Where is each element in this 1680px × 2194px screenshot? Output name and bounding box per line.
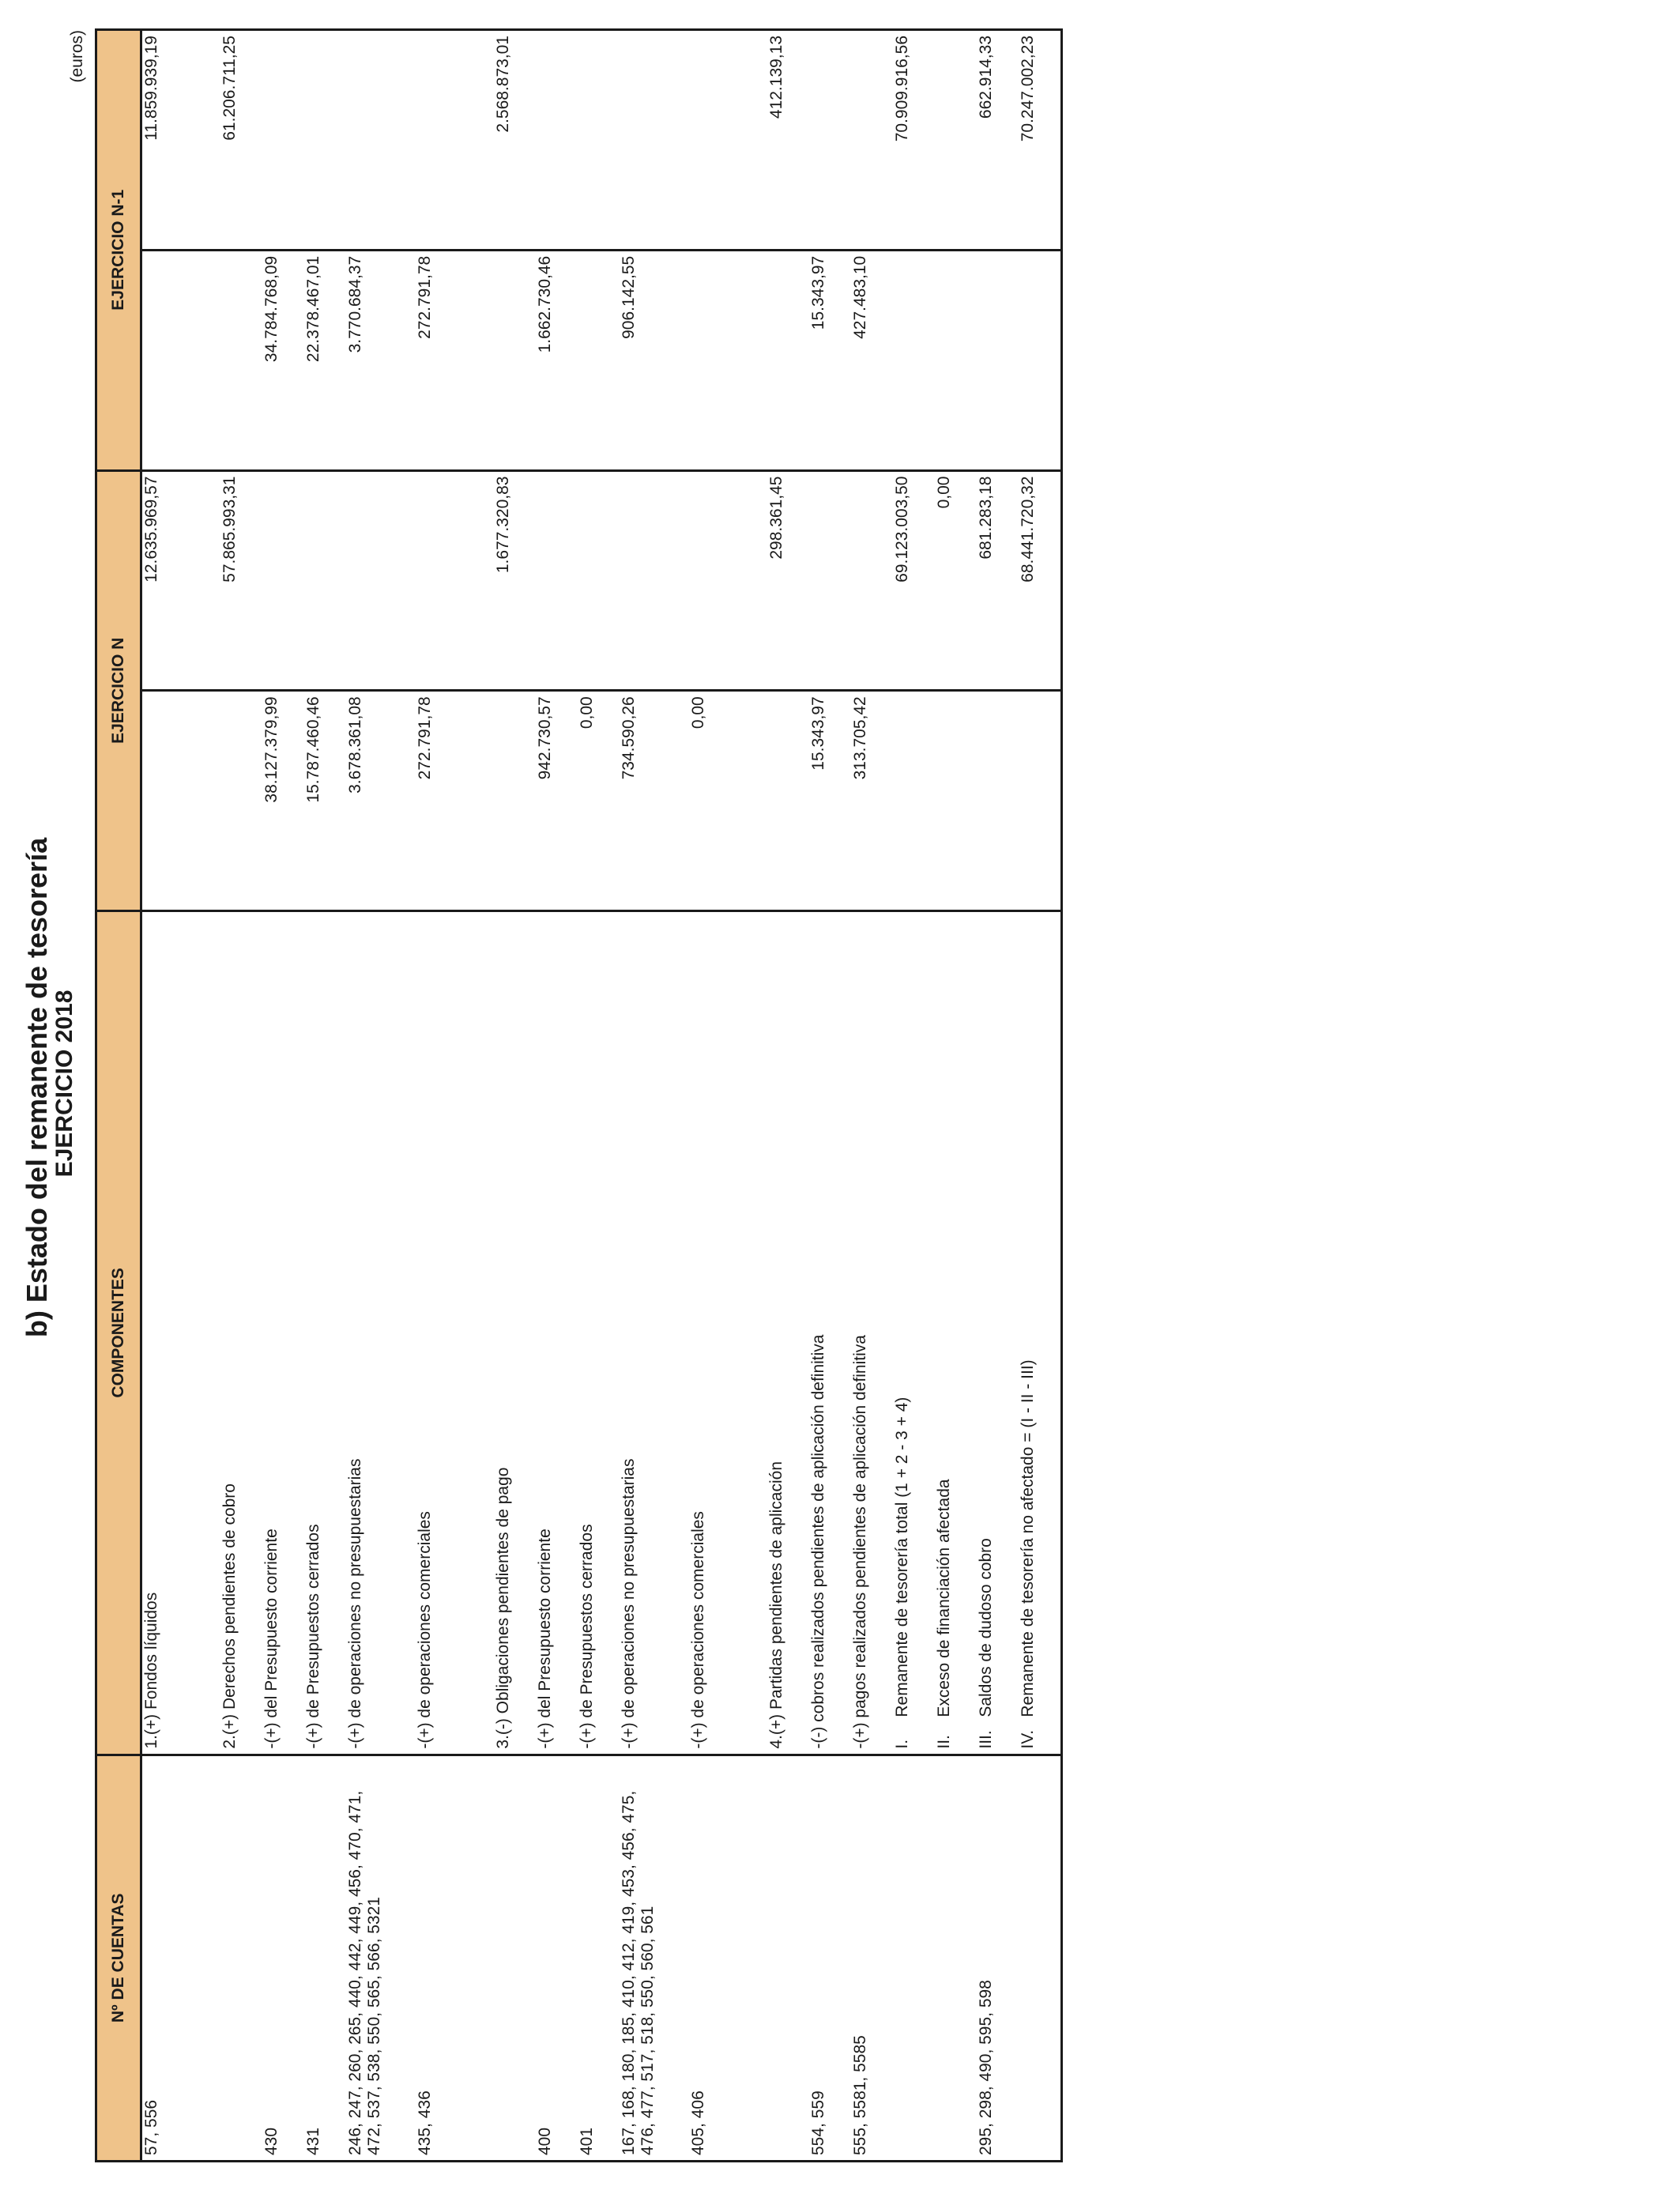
cell-ejercicio-n1-detalle (767, 250, 809, 470)
cell-componente: -(+) pagos realizados pendientes de aplicación definitiva (851, 911, 893, 1755)
spacer-cell (184, 250, 220, 470)
cell-ejercicio-n1-detalle: 15.343,97 (809, 250, 851, 470)
table-row (416, 30, 458, 2162)
cell-cuentas: 400 (536, 1755, 578, 2161)
spacer-cell (458, 1755, 494, 2161)
cell-ejercicio-n1-detalle: 22.378.467,01 (304, 250, 346, 470)
cell-ejercicio-n1-detalle (578, 250, 620, 470)
table-row (494, 30, 536, 2162)
cell-ejercicio-n1-total (346, 30, 416, 251)
cell-cuentas: 246, 247, 260, 265, 440, 442, 449, 456, 470, 471, 472, 537, 538, 550, 565, 566, 5321 (346, 1755, 416, 2161)
cell-ejercicio-n-detalle (935, 691, 977, 911)
cell-ejercicio-n-total (851, 470, 893, 691)
cell-componente: 2.(+) Derechos pendientes de cobro (220, 911, 262, 1755)
spacer-cell (731, 691, 767, 911)
cell-ejercicio-n-total (809, 470, 851, 691)
spacer-cell (731, 1755, 767, 2161)
cell-componente: -(-) cobros realizados pendientes de aplicación definitiva (809, 911, 851, 1755)
cell-cuentas: 435, 436 (416, 1755, 458, 2161)
cell-ejercicio-n1-detalle (689, 250, 731, 470)
cell-ejercicio-n1-detalle (935, 250, 977, 470)
spacer-cell (184, 30, 220, 251)
cell-ejercicio-n1-total: 70.247.002,23 (1019, 30, 1062, 251)
header-ejercicio-n: EJERCICIO N (96, 470, 141, 910)
spacer-cell (458, 691, 494, 911)
cell-ejercicio-n-detalle: 942.730,57 (536, 691, 578, 911)
cell-ejercicio-n1-detalle (1019, 250, 1062, 470)
header-row (96, 30, 141, 2162)
cell-componente: -(+) de Presupuestos cerrados (578, 911, 620, 1755)
cell-ejercicio-n-detalle (977, 691, 1019, 911)
cell-ejercicio-n-detalle: 15.787.460,46 (304, 691, 346, 911)
cell-ejercicio-n-total (689, 470, 731, 691)
cell-cuentas: 295, 298, 490, 595, 598 (977, 1755, 1019, 2161)
spacer-cell (731, 30, 767, 251)
cell-ejercicio-n1-detalle (220, 250, 262, 470)
cell-ejercicio-n-detalle (220, 691, 262, 911)
roman-numeral: II. (935, 1735, 953, 1749)
spacer-cell (184, 691, 220, 911)
table-row (689, 30, 731, 2162)
cell-ejercicio-n-total: 1.677.320,83 (494, 470, 536, 691)
cell-ejercicio-n1-total: 2.568.873,01 (494, 30, 536, 251)
spacer-row (184, 30, 220, 2162)
cell-cuentas (935, 1755, 977, 2161)
cell-ejercicio-n1-total: 412.139,13 (767, 30, 809, 251)
cell-componente: -(+) de Presupuestos cerrados (304, 911, 346, 1755)
cell-ejercicio-n-detalle (494, 691, 536, 911)
cell-ejercicio-n-total: 681.283,18 (977, 470, 1019, 691)
cell-componente: 3.(-) Obligaciones pendientes de pago (494, 911, 536, 1755)
table-row (578, 30, 620, 2162)
cell-ejercicio-n-total: 57.865.993,31 (220, 470, 262, 691)
page-title: b) Estado del remanente de tesorería (21, 837, 53, 1338)
table-row (893, 30, 935, 2162)
cell-cuentas: 555, 5581, 5585 (851, 1755, 893, 2161)
cell-ejercicio-n-total (304, 470, 346, 691)
spacer-cell (184, 911, 220, 1755)
cell-cuentas: 431 (304, 1755, 346, 2161)
cell-ejercicio-n-total: 69.123.003,50 (893, 470, 935, 691)
cell-componente: 1.(+) Fondos líquidos (141, 911, 185, 1755)
cell-ejercicio-n1-detalle: 272.791,78 (416, 250, 458, 470)
cell-ejercicio-n-detalle: 15.343,97 (809, 691, 851, 911)
table-row (977, 30, 1019, 2162)
cell-cuentas (220, 1755, 262, 2161)
cell-ejercicio-n1-total (689, 30, 731, 251)
spacer-cell (184, 1755, 220, 2161)
cell-ejercicio-n1-total (262, 30, 304, 251)
table-row (1019, 30, 1062, 2162)
cell-cuentas (893, 1755, 935, 2161)
table-row (851, 30, 893, 2162)
cell-ejercicio-n-detalle: 313.705,42 (851, 691, 893, 911)
cell-ejercicio-n-detalle: 734.590,26 (620, 691, 689, 911)
cell-ejercicio-n-detalle (141, 691, 185, 911)
cell-componente: -(+) de operaciones comerciales (416, 911, 458, 1755)
cell-cuentas: 167, 168, 180, 185, 410, 412, 419, 453, 456, 475, 476, 477, 517, 518, 550, 560, 561 (620, 1755, 689, 2161)
componente-label: Exceso de financiación afectada (935, 1479, 953, 1717)
header-cuentas: Nº DE CUENTAS (96, 1755, 141, 2161)
spacer-cell (458, 250, 494, 470)
spacer-row (458, 30, 494, 2162)
cell-ejercicio-n1-detalle: 34.784.768,09 (262, 250, 304, 470)
table-row (262, 30, 304, 2162)
cell-ejercicio-n-total (620, 470, 689, 691)
table-row (141, 30, 185, 2162)
cell-ejercicio-n-detalle: 0,00 (578, 691, 620, 911)
cell-ejercicio-n-total: 0,00 (935, 470, 977, 691)
table-row (809, 30, 851, 2162)
spacer-cell (184, 470, 220, 691)
cell-ejercicio-n1-total (304, 30, 346, 251)
cell-ejercicio-n1-detalle (494, 250, 536, 470)
table-row (220, 30, 262, 2162)
table-row (346, 30, 416, 2162)
cell-ejercicio-n1-detalle: 3.770.684,37 (346, 250, 416, 470)
spacer-cell (458, 911, 494, 1755)
cell-ejercicio-n1-total: 61.206.711,25 (220, 30, 262, 251)
cell-ejercicio-n1-total (809, 30, 851, 251)
cell-ejercicio-n-total: 298.361,45 (767, 470, 809, 691)
cell-componente: 4.(+) Partidas pendientes de aplicación (767, 911, 809, 1755)
page-subtitle: EJERCICIO 2018 (51, 990, 77, 1178)
header-componentes: COMPONENTES (96, 911, 141, 1755)
roman-numeral: IV. (1019, 1729, 1037, 1749)
cell-ejercicio-n-detalle: 0,00 (689, 691, 731, 911)
table-row (620, 30, 689, 2162)
cell-cuentas: 57, 556 (141, 1755, 185, 2161)
cell-componente: -(+) de operaciones no presupuestarias (346, 911, 416, 1755)
table-row (935, 30, 977, 2162)
componente-label: Remanente de tesorería total (1 + 2 - 3 + 4) (893, 1397, 911, 1717)
cell-ejercicio-n-detalle (1019, 691, 1062, 911)
cell-ejercicio-n1-detalle (977, 250, 1019, 470)
cell-ejercicio-n1-total: 662.914,33 (977, 30, 1019, 251)
cell-ejercicio-n1-detalle (141, 250, 185, 470)
componente-label: Saldos de dudoso cobro (977, 1538, 995, 1717)
cell-ejercicio-n-total (578, 470, 620, 691)
spacer-cell (458, 30, 494, 251)
spacer-cell (731, 911, 767, 1755)
units-label: (euros) (68, 30, 86, 83)
cell-ejercicio-n-detalle (767, 691, 809, 911)
cell-ejercicio-n1-total (416, 30, 458, 251)
cell-componente: -(+) de operaciones no presupuestarias (620, 911, 689, 1755)
cell-cuentas: 430 (262, 1755, 304, 2161)
table-row (767, 30, 809, 2162)
cell-ejercicio-n1-total: 70.909.916,56 (893, 30, 935, 251)
spacer-cell (731, 250, 767, 470)
cell-ejercicio-n1-total (620, 30, 689, 251)
cell-ejercicio-n1-total (935, 30, 977, 251)
cell-cuentas (767, 1755, 809, 2161)
cell-ejercicio-n1-detalle: 906.142,55 (620, 250, 689, 470)
table-row (304, 30, 346, 2162)
cell-ejercicio-n1-total (578, 30, 620, 251)
spacer-cell (458, 470, 494, 691)
cell-componente: -(+) del Presupuesto corriente (536, 911, 578, 1755)
cell-ejercicio-n1-total (851, 30, 893, 251)
remanente-table (95, 28, 1063, 2162)
cell-componente (977, 911, 1019, 1755)
cell-cuentas (1019, 1755, 1062, 2161)
cell-ejercicio-n1-total: 11.859.939,19 (141, 30, 185, 251)
cell-ejercicio-n1-detalle: 427.483,10 (851, 250, 893, 470)
cell-componente (893, 911, 935, 1755)
cell-cuentas: 405, 406 (689, 1755, 731, 2161)
cell-ejercicio-n-detalle: 3.678.361,08 (346, 691, 416, 911)
cell-ejercicio-n-total: 12.635.969,57 (141, 470, 185, 691)
cell-ejercicio-n-detalle (893, 691, 935, 911)
spacer-cell (731, 470, 767, 691)
table-row (536, 30, 578, 2162)
cell-ejercicio-n1-detalle: 1.662.730,46 (536, 250, 578, 470)
componente-label: Remanente de tesorería no afectado = (I - II - III) (1019, 1359, 1037, 1717)
cell-ejercicio-n-total (262, 470, 304, 691)
cell-componente (1019, 911, 1062, 1755)
roman-numeral: III. (977, 1730, 995, 1749)
cell-ejercicio-n-total (536, 470, 578, 691)
cell-ejercicio-n-detalle: 38.127.379,99 (262, 691, 304, 911)
cell-ejercicio-n-total: 68.441.720,32 (1019, 470, 1062, 691)
cell-cuentas (494, 1755, 536, 2161)
cell-ejercicio-n-total (346, 470, 416, 691)
header-ejercicio-n1: EJERCICIO N-1 (96, 30, 141, 471)
cell-componente: -(+) del Presupuesto corriente (262, 911, 304, 1755)
cell-ejercicio-n1-detalle (893, 250, 935, 470)
cell-ejercicio-n1-total (536, 30, 578, 251)
spacer-row (731, 30, 767, 2162)
cell-componente (935, 911, 977, 1755)
cell-ejercicio-n-detalle: 272.791,78 (416, 691, 458, 911)
cell-componente: -(+) de operaciones comerciales (689, 911, 731, 1755)
cell-cuentas: 554, 559 (809, 1755, 851, 2161)
table-body (141, 30, 1062, 2162)
roman-numeral: I. (893, 1739, 911, 1749)
cell-ejercicio-n-total (416, 470, 458, 691)
cell-cuentas: 401 (578, 1755, 620, 2161)
